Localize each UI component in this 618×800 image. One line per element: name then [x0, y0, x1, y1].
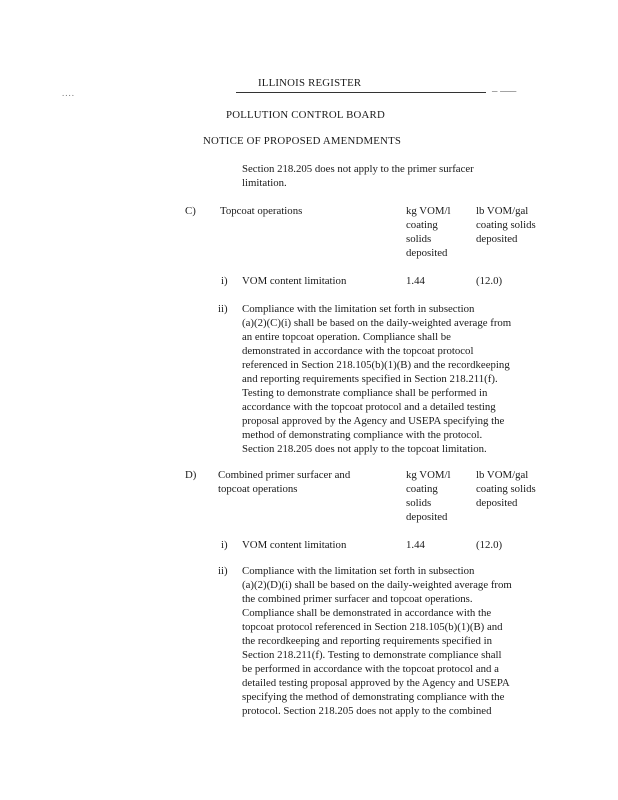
section-c-title: Topcoat operations: [220, 205, 303, 217]
kg-header-line: solids: [406, 233, 432, 245]
board-name: POLLUTION CONTROL BOARD: [226, 109, 385, 121]
paragraph-line: and reporting requirements specified in Section 218.211(f).: [242, 373, 498, 385]
section-c-lb-column-header: [476, 204, 536, 246]
paragraph-line: Section 218.205 does not apply to the topcoat limitation.: [242, 443, 487, 455]
right-margin-marks: _ ___: [492, 81, 517, 93]
paragraph-line: the combined primer surfacer and topcoat operations.: [242, 593, 473, 605]
paragraph-line: proposal approved by the Agency and USEPA specifying the: [242, 415, 505, 427]
paragraph-line: referenced in Section 218.105(b)(1)(B) and the recordkeeping: [242, 359, 510, 371]
lb-header-line: lb VOM/gal: [476, 469, 529, 481]
intro-line: Section 218.205 does not apply to the primer surfacer: [242, 163, 474, 175]
section-d-item-i-lb-value: (12.0): [476, 539, 503, 551]
paragraph-line: (a)(2)(C)(i) shall be based on the daily-weighted average from: [242, 317, 512, 329]
section-c-item-i-label: i): [221, 275, 228, 287]
paragraph-line: Compliance with the limitation set forth in subsection: [242, 565, 475, 577]
paragraph-line: Compliance shall be demonstrated in accordance with the: [242, 607, 492, 619]
section-d-item-ii-paragraph: [242, 564, 512, 718]
paragraph-line: detailed testing proposal approved by the Agency and USEPA: [242, 677, 510, 689]
section-d-lb-column-header: [476, 468, 536, 510]
section-d-kg-column-header: [406, 468, 451, 524]
section-c-item-ii-paragraph: [242, 302, 511, 456]
register-title: ILLINOIS REGISTER: [258, 77, 362, 89]
kg-header-line: deposited: [406, 247, 448, 259]
paragraph-line: demonstrated in accordance with the topcoat protocol: [242, 345, 474, 357]
paragraph-line: Compliance with the limitation set forth in subsection: [242, 303, 475, 315]
title-line: topcoat operations: [218, 483, 298, 495]
section-c-kg-column-header: [406, 204, 451, 260]
section-c-item-i-lb-value: (12.0): [476, 275, 503, 287]
header-rule: [236, 92, 486, 93]
intro-paragraph: [242, 162, 474, 190]
paragraph-line: topcoat protocol referenced in Section 218.105(b)(1)(B) and: [242, 621, 503, 633]
paragraph-line: method of demonstrating compliance with the protocol.: [242, 429, 483, 441]
section-c-label: C): [185, 205, 196, 217]
kg-header-line: solids: [406, 497, 432, 509]
paragraph-line: accordance with the topcoat protocol and a detailed testing: [242, 401, 496, 413]
title-line: Combined primer surfacer and: [218, 469, 351, 481]
kg-header-line: kg VOM/l: [406, 469, 451, 481]
paragraph-line: specifying the method of demonstrating compliance with the: [242, 691, 505, 703]
kg-header-line: coating: [406, 483, 438, 495]
section-c-item-ii-label: ii): [218, 303, 228, 315]
lb-header-line: coating solids: [476, 483, 536, 495]
paragraph-line: Section 218.211(f). Testing to demonstrate compliance shall: [242, 649, 502, 661]
lb-header-line: deposited: [476, 497, 518, 509]
section-c-item-i-kg-value: 1.44: [406, 275, 425, 287]
section-c-item-i-text: VOM content limitation: [242, 275, 347, 287]
paragraph-line: (a)(2)(D)(i) shall be based on the daily-weighted average from: [242, 579, 512, 591]
paragraph-line: be performed in accordance with the topcoat protocol and a: [242, 663, 499, 675]
lb-header-line: coating solids: [476, 219, 536, 231]
section-d-item-ii-label: ii): [218, 565, 228, 577]
lb-header-line: lb VOM/gal: [476, 205, 529, 217]
notice-title: NOTICE OF PROPOSED AMENDMENTS: [203, 135, 402, 147]
section-d-item-i-kg-value: 1.44: [406, 539, 425, 551]
paragraph-line: protocol. Section 218.205 does not apply to the combined: [242, 705, 492, 717]
paragraph-line: the recordkeeping and reporting requirements specified in: [242, 635, 493, 647]
kg-header-line: deposited: [406, 511, 448, 523]
kg-header-line: kg VOM/l: [406, 205, 451, 217]
left-margin-marks: ....: [62, 88, 75, 98]
section-d-title: [218, 468, 350, 496]
section-d-item-i-label: i): [221, 539, 228, 551]
kg-header-line: coating: [406, 219, 438, 231]
lb-header-line: deposited: [476, 233, 518, 245]
section-d-item-i-text: VOM content limitation: [242, 539, 347, 551]
intro-line: limitation.: [242, 177, 287, 189]
paragraph-line: an entire topcoat operation. Compliance shall be: [242, 331, 451, 343]
section-d-label: D): [185, 469, 197, 481]
paragraph-line: Testing to demonstrate compliance shall be performed in: [242, 387, 488, 399]
